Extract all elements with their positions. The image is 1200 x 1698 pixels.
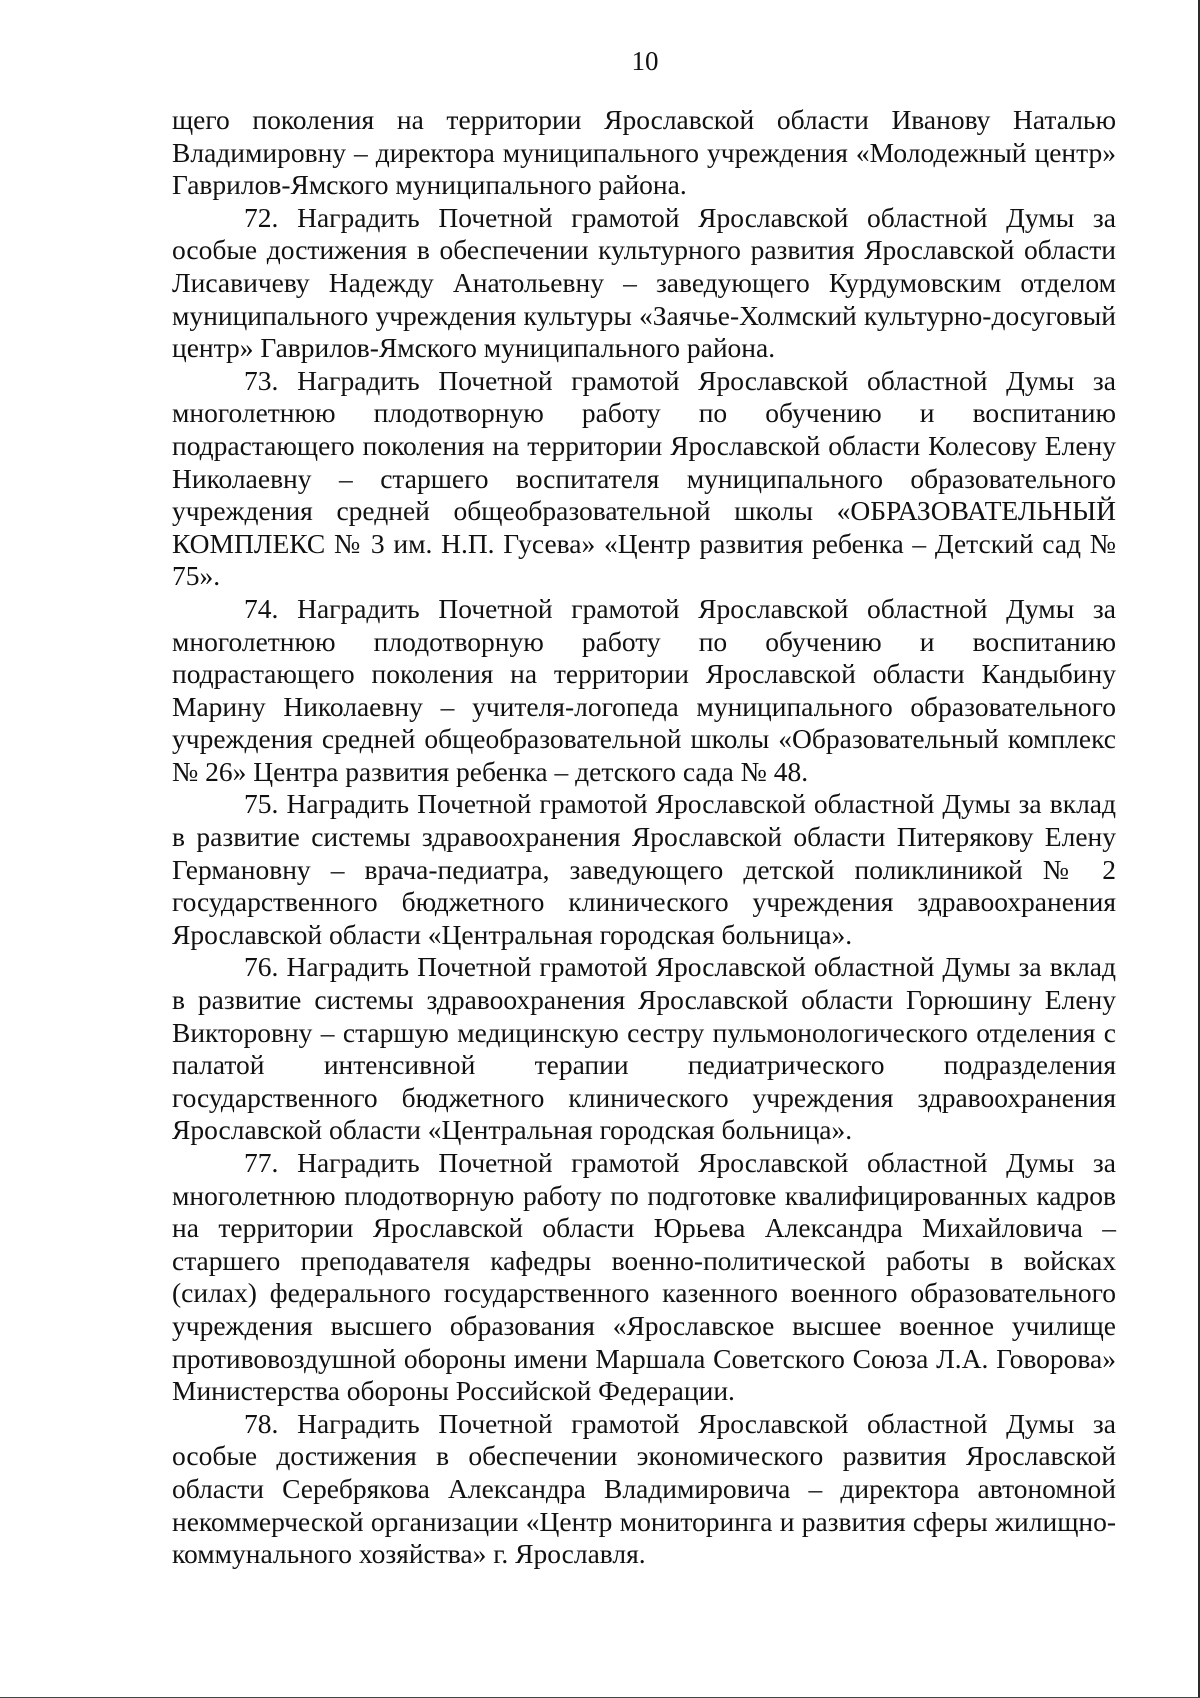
paragraph-continuation: щего поколения на территории Ярославской области Иванову Наталью Владимировну – директора муниципального учреждения «Молодежный центр» Гаврилов-Ямского муниципального района. [172, 104, 1116, 201]
paragraph-item-78: 78. Наградить Почетной грамотой Ярославской областной Думы за особые достижения в обеспечении экономического развития Ярославской области Серебрякова Александра Владимировича – директора автономной некоммерческой организации «Центр мониторинга и развития сферы жилищно-коммунального хозяйства» г. Ярославля. [172, 1407, 1116, 1570]
paragraph-item-74: 74. Наградить Почетной грамотой Ярославской областной Думы за многолетнюю плодотворную работу по обучению и воспитанию подрастающего поколения на территории Ярославской области Кандыбину Марину Николаевну – учителя-логопеда муниципального образовательного учреждения средней общеобразовательной школы «Образовательный комплекс № 26» Центра развития ребенка – детского сада № 48. [172, 592, 1116, 787]
document-body [172, 104, 1116, 1571]
paragraph-item-77: 77. Наградить Почетной грамотой Ярославской областной Думы за многолетнюю плодотворную работу по подготовке квалифицированных кадров на территории Ярославской области Юрьева Александра Михайловича – старшего преподавателя кафедры военно-политической работы в войсках (силах) федерального государственного казенного военного образовательного учреждения высшего образования «Ярославское высшее военное училище противовоздушной обороны имени Маршала Советского Союза Л.А. Говорова» Министерства обороны Российской Федерации. [172, 1147, 1116, 1407]
paragraph-item-75: 75. Наградить Почетной грамотой Ярославской областной Думы за вклад в развитие системы здравоохранения Ярославской области Питерякову Елену Германовну – врача-педиатра, заведующего детской поликлиникой № 2 государственного бюджетного клинического учреждения здравоохранения Ярославской области «Центральная городская больница». [172, 788, 1116, 950]
paragraph-item-76: 76. Наградить Почетной грамотой Ярославской областной Думы за вклад в развитие системы здравоохранения Ярославской области Горюшину Елену Викторовну – старшую медицинскую сестру пульмонологического отделения с палатой интенсивной терапии педиатрического подразделения государственного бюджетного клинического учреждения здравоохранения Ярославской области «Центральная городская больница». [172, 951, 1116, 1146]
paragraph-item-72: 72. Наградить Почетной грамотой Ярославской областной Думы за особые достижения в обеспечении культурного развития Ярославской области Лисавичеву Надежду Анатольевну – заведующего Курдумовским отделом муниципального учреждения культуры «Заячье-Холмский культурно-досуговый центр» Гаврилов-Ямского муниципального района. [172, 201, 1116, 364]
paragraph-item-73: 73. Наградить Почетной грамотой Ярославской областной Думы за многолетнюю плодотворную работу по обучению и воспитанию подрастающего поколения на территории Ярославской области Колесову Елену Николаевну – старшего воспитателя муниципального образовательного учреждения средней общеобразовательной школы «ОБРАЗОВАТЕЛЬНЫЙ КОМПЛЕКС № 3 им. Н.П. Гусева» «Центр развития ребенка – Детский сад № 75». [172, 364, 1116, 592]
page-number: 10 [631, 46, 659, 76]
